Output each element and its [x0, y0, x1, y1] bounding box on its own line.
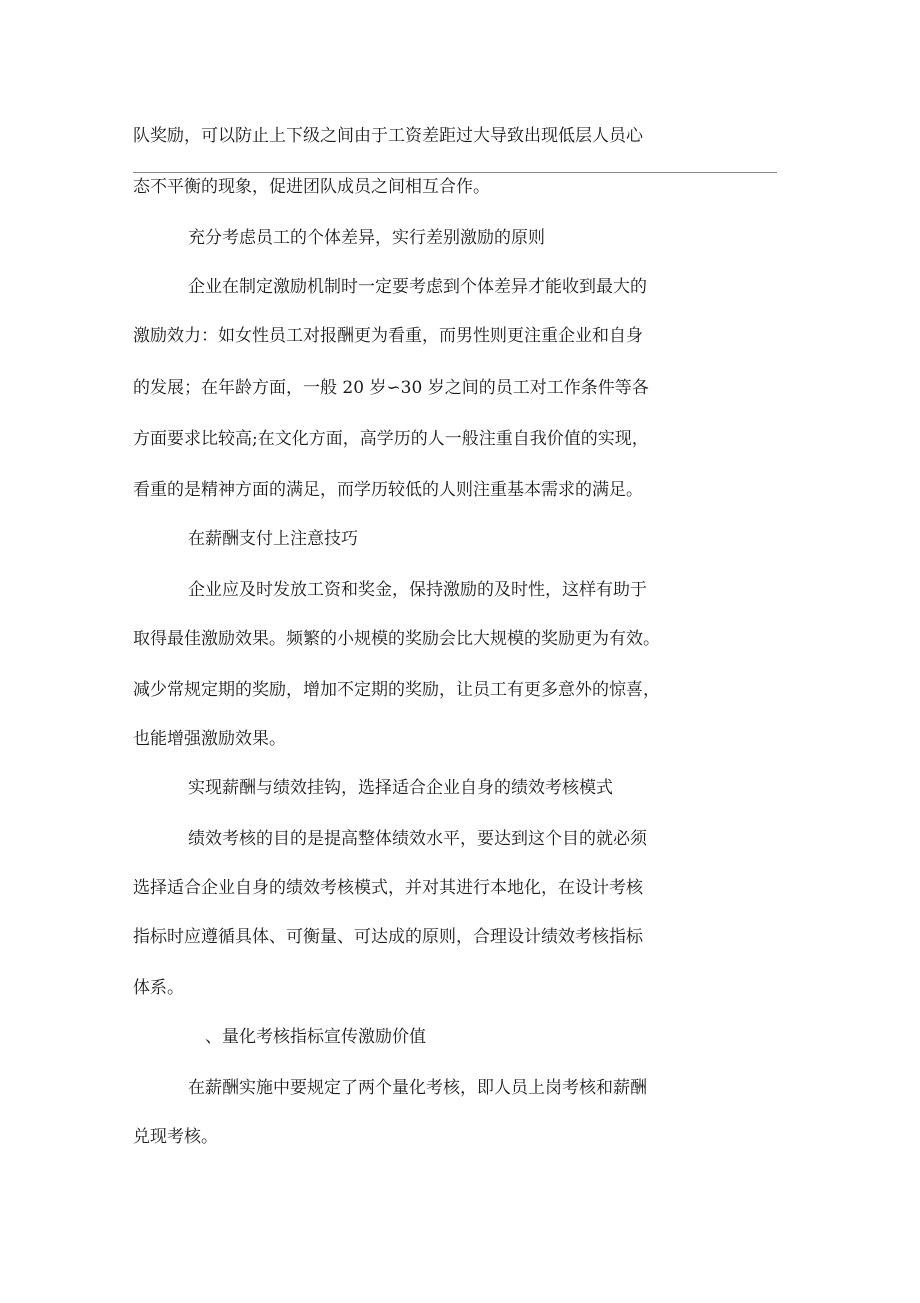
section-heading-quantified-assessment: 、量化考核指标宣传激励价值	[205, 1027, 426, 1047]
text-line-1: 队奖励，可以防止上下级之间由于工资差距过大导致出现低层人员心	[133, 126, 643, 146]
text-line-4: 企业在制定激励机制时一定要考虑到个体差异才能收到最大的	[188, 277, 647, 297]
text-line-12: 减少常规定期的奖励，增加不定期的奖励，让员工有更多意外的惊喜，	[133, 680, 660, 700]
text-line-7: 方面要求比较高;在文化方面，高学历的人一般注重自我价值的实现，	[133, 429, 649, 449]
text-line-8: 看重的是精神方面的满足，而学历较低的人则注重基本需求的满足。	[133, 480, 643, 500]
section-heading-salary-payment: 在薪酬支付上注意技巧	[188, 529, 358, 549]
section-heading-performance-link: 实现薪酬与绩效挂钩，选择适合企业自身的绩效考核模式	[188, 778, 613, 798]
text-line-2: 态不平衡的现象，促进团队成员之间相互合作。	[133, 177, 490, 197]
text-line-20: 在薪酬实施中要规定了两个量化考核，即人员上岗考核和薪酬	[188, 1078, 647, 1098]
text-line-17: 指标时应遵循具体、可衡量、可达成的原则，合理设计绩效考核指标	[133, 927, 643, 947]
section-heading-individual-differences: 充分考虑员工的个体差异，实行差别激励的原则	[188, 228, 545, 248]
text-line-21: 兑现考核。	[133, 1127, 218, 1147]
text-line-5: 激励效力：如女性员工对报酬更为看重，而男性则更注重企业和自身	[133, 326, 643, 346]
text-line-11: 取得最佳激励效果。频繁的小规模的奖励会比大规模的奖励更为有效。	[133, 629, 660, 649]
horizontal-rule	[133, 172, 777, 173]
text-line-10: 企业应及时发放工资和奖金，保持激励的及时性，这样有助于	[188, 580, 647, 600]
text-line-15: 绩效考核的目的是提高整体绩效水平，要达到这个目的就必须	[188, 829, 647, 849]
text-line-16: 选择适合企业自身的绩效考核模式，并对其进行本地化，在设计考核	[133, 878, 643, 898]
text-line-6: 的发展；在年龄方面，一般 20 岁∽30 岁之间的员工对工作条件等各	[133, 378, 649, 398]
text-line-13: 也能增强激励效果。	[133, 729, 286, 749]
text-line-18: 体系。	[133, 978, 184, 998]
